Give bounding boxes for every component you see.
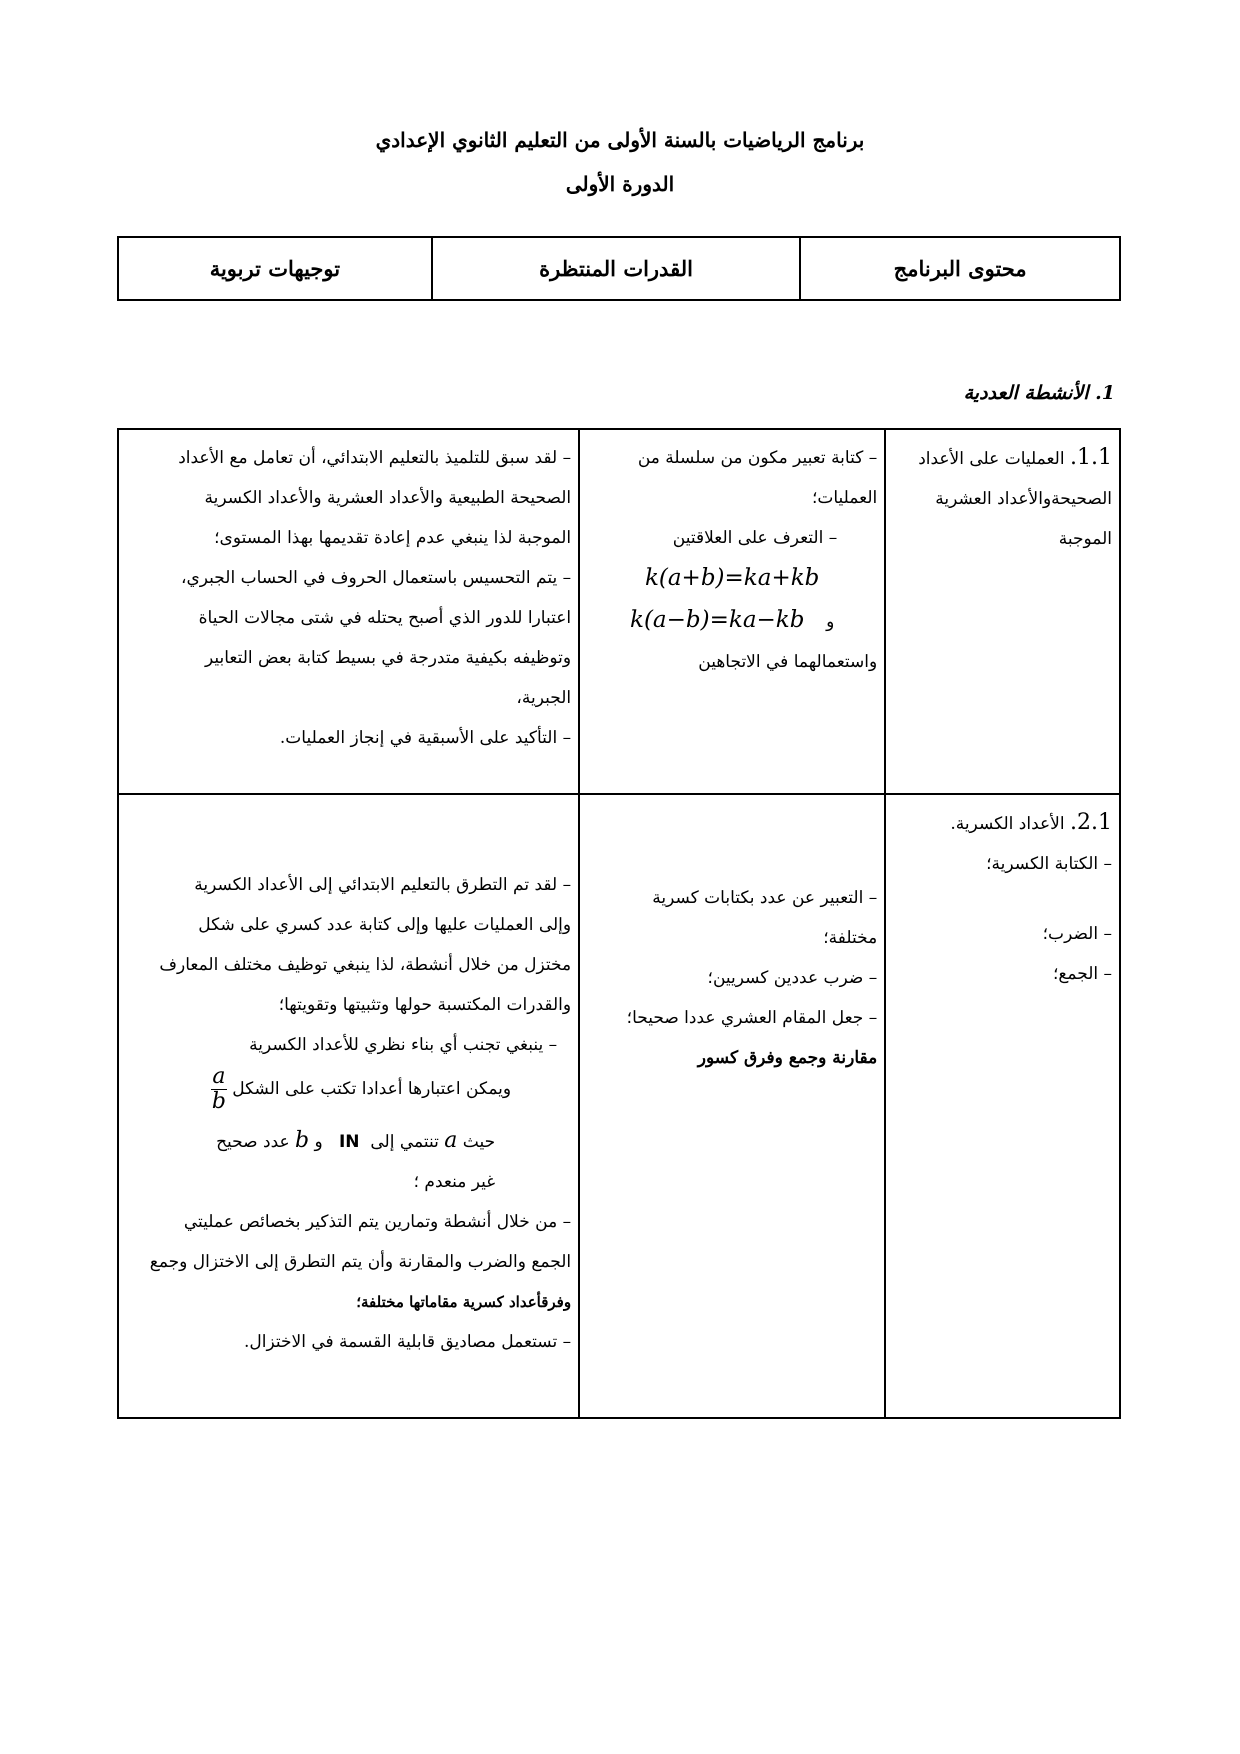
fraction-numerator: a: [212, 1064, 226, 1089]
program-table: [117, 428, 1121, 1419]
list-item: واستعمالهما في الاتجاهين: [698, 652, 878, 672]
formula-distributive-diff: k(a−b)=ka−kb: [630, 607, 805, 633]
list-item: الصحيحة الطبيعية والأعداد العشرية والأعداد الكسرية: [204, 488, 572, 508]
list-item: – التأكيد على الأسبقية في إنجاز العمليات.: [279, 728, 572, 748]
row1-content: [885, 429, 1120, 794]
integer-word: عدد صحيح: [216, 1132, 290, 1152]
list-item: – التعبير عن عدد بكتابات كسرية: [652, 888, 878, 908]
shape-text: ويمكن اعتبارها أعدادا تكتب على الشكل: [232, 1079, 512, 1099]
section-number: 1.: [1095, 382, 1115, 404]
item-number: 1.1.: [1070, 445, 1112, 470]
list-item: وتوظيفه بكيفية متدرجة في بسيط كتابة بعض التعابير: [204, 648, 572, 668]
list-item: – لقد تم التطرق بالتعليم الابتدائي إلى الأعداد الكسرية: [194, 875, 572, 895]
belongs-word: تنتمي إلى: [370, 1132, 439, 1152]
formula-distributive-sum: k(a+b)=ka+kb: [644, 565, 820, 591]
list-item: الجبرية،: [516, 688, 572, 708]
list-item: – الضرب؛: [1042, 924, 1112, 944]
list-item: – لقد سبق للتلميذ بالتعليم الابتدائي، أن تعامل مع الأعداد: [178, 448, 572, 468]
list-item: العمليات؛: [811, 488, 878, 508]
header-capabilities: القدرات المنتظرة: [432, 237, 800, 300]
list-item: – من خلال أنشطة وتمارين يتم التذكير بخصائص عمليتي: [183, 1212, 572, 1232]
and-word: و: [314, 1132, 323, 1152]
table-row: [118, 794, 1120, 1418]
list-item: – يتم التحسيس باستعمال الحروف في الحساب الجبري،: [180, 568, 572, 588]
list-item: [126, 1065, 571, 1121]
list-item: – التعرف على العلاقتين: [672, 528, 838, 548]
table-row: [118, 429, 1120, 794]
list-item: – ينبغي تجنب أي بناء نظري للأعداد الكسرية: [249, 1035, 558, 1055]
list-item: – كتابة تعبير مكون من سلسلة من: [637, 448, 878, 468]
item-number: 2.1.: [1070, 810, 1112, 835]
list-item: وإلى العمليات عليها وإلى كتابة عدد كسري على شكل: [198, 915, 572, 935]
fraction-a-over-b: [211, 1065, 227, 1114]
item-text: الأعداد الكسرية.: [950, 814, 1065, 834]
item-text: العمليات على الأعداد: [918, 449, 1065, 469]
and-word: و: [826, 612, 835, 632]
variable-a: a: [444, 1128, 458, 1153]
list-item: اعتبارا للدور الذي أصبح يحتله في شتى مجالات الحياة: [198, 608, 572, 628]
list-item: – تستعمل مصاديق قابلية القسمة في الاختزال.: [244, 1332, 572, 1352]
header-guidance: توجيهات تربوية: [118, 237, 432, 300]
columns-header-table: [117, 236, 1121, 301]
list-item: – الجمع؛: [1052, 964, 1112, 984]
list-item: الجمع والضرب والمقارنة وأن يتم التطرق إلى الاختزال وجمع: [149, 1252, 572, 1272]
list-item: غير منعدم ؛: [413, 1172, 496, 1192]
natural-numbers-set: IN: [338, 1132, 360, 1152]
list-item: والقدرات المكتسبة حولها وتثبيتها وتقويتها؛: [278, 995, 572, 1015]
where-word: حيث: [462, 1132, 496, 1152]
header-content: محتوى البرنامج: [800, 237, 1120, 300]
list-item: مقارنة وجمع وفرق كسور: [697, 1048, 878, 1068]
list-item: مختزل من خلال أنشطة، لذا ينبغي توظيف مختلف المعارف: [159, 955, 572, 975]
document-subtitle: الدورة الأولى: [565, 172, 675, 196]
list-item: الصحيحةوالأعداد العشرية: [935, 489, 1112, 509]
list-item: الموجبة: [1058, 529, 1112, 549]
list-item: – الكتابة الكسرية؛: [986, 854, 1112, 874]
row2-guidance: [118, 794, 579, 1418]
section-title: الأنشطة العددية: [963, 382, 1089, 404]
list-item: – ضرب عددين كسريين؛: [707, 968, 878, 988]
list-item: [126, 803, 571, 865]
section-heading: [964, 382, 1115, 404]
row1-capabilities: [579, 429, 885, 794]
list-item: [893, 803, 1112, 844]
formula-line: [587, 558, 877, 600]
list-item: [893, 438, 1112, 479]
variable-b: b: [295, 1128, 310, 1153]
list-item: وفرقأعداد كسرية مقاماتها مختلفة؛: [356, 1293, 572, 1311]
list-item: مختلفة؛: [823, 928, 878, 948]
document-title: برنامج الرياضيات بالسنة الأولى من التعليم الثانوي الإعدادي: [375, 128, 865, 152]
list-item: الموجبة لذا ينبغي عدم إعادة تقديمها بهذا المستوى؛: [214, 528, 572, 548]
list-item: – جعل المقام العشري عددا صحيحا؛: [626, 1008, 878, 1028]
formula-line: [587, 600, 877, 642]
row2-capabilities: [579, 794, 885, 1418]
row1-guidance: [118, 429, 579, 794]
list-item: [893, 884, 1112, 914]
list-item: [587, 803, 877, 878]
row2-content: [885, 794, 1120, 1418]
fraction-denominator: b: [211, 1089, 226, 1114]
list-item: [126, 1121, 571, 1162]
